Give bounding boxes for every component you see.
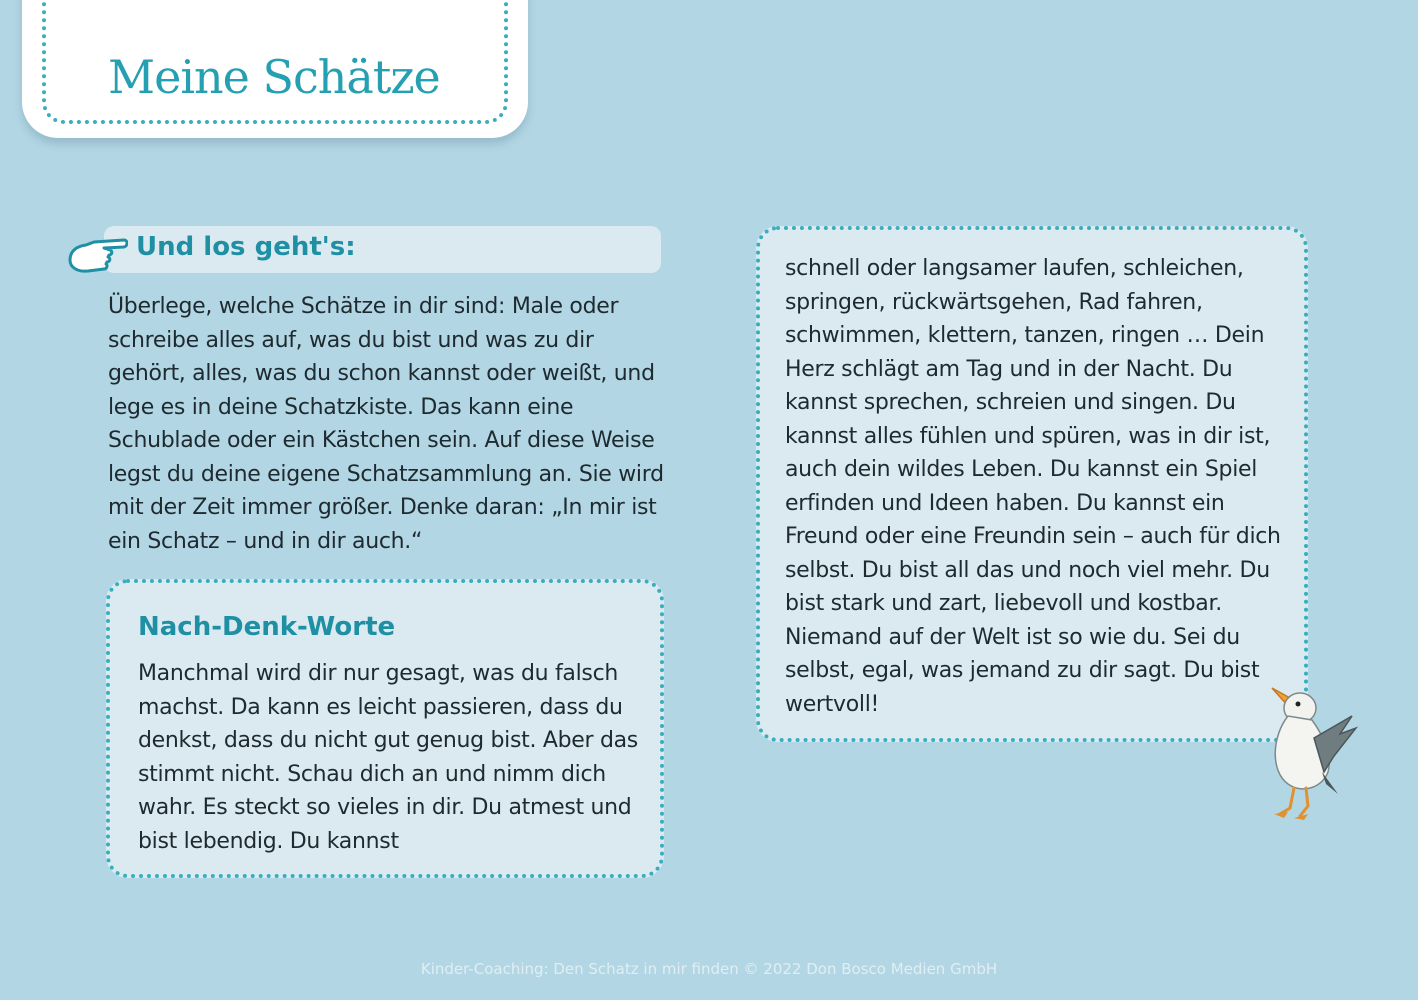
intro-paragraph: Überlege, welche Schätze in dir sind: Male oder schreibe alles auf, was du bist und was zu dir gehört, alles, was du schon kannst oder weißt, und lege es in deine Schatzkiste. Das kann eine Schublade oder ein Kästchen sein. Auf diese Weise legst du deine eigene Schatzsammlung an. Sie wird mit der Zeit immer größer. Denke daran: „In mir ist ein Schatz – und in dir auch.“ [108,294,664,554]
continuation-paragraph: schnell oder langsamer laufen, schleichen, springen, rückwärtsgehen, Rad fahren, schwimmen, klettern, tanzen, ringen … Dein Herz schlägt am Tag und in der Nacht. Du kannst sprechen, schreien und singen. Du kannst alles fühlen und spüren, was in dir ist, auch dein wildes Leben. Du kannst ein Spiel erfinden und Ideen haben. Du kannst ein Freund oder eine Freundin sein – auch für dich selbst. Du bist all das und noch viel mehr. Du bist stark und zart, liebevoll und kostbar. Niemand auf der Welt ist so wie du. Sei du selbst, egal, was jemand zu dir sagt. Du bist wertvoll! [785,256,1281,717]
pointing-hand-icon [64,230,128,276]
page-title: Meine Schätze [108,50,440,104]
nach-denk-paragraph: Manchmal wird dir nur gesagt, was du falsch machst. Da kann es leicht passieren, dass du denkst, dass du nicht gut genug bist. Aber das stimmt nicht. Schau dich an und nimm dich wahr. Es steckt so vieles in dir. Du atmest und bist lebendig. Du kannst [138,661,638,854]
footer-copyright: Kinder-Coaching: Den Schatz in mir finden © 2022 Don Bosco Medien GmbH [420,960,998,978]
seagull-illustration [1262,676,1358,822]
los-heading: Und los geht's: [136,232,356,262]
nach-denk-heading: Nach-Denk-Worte [138,612,396,642]
